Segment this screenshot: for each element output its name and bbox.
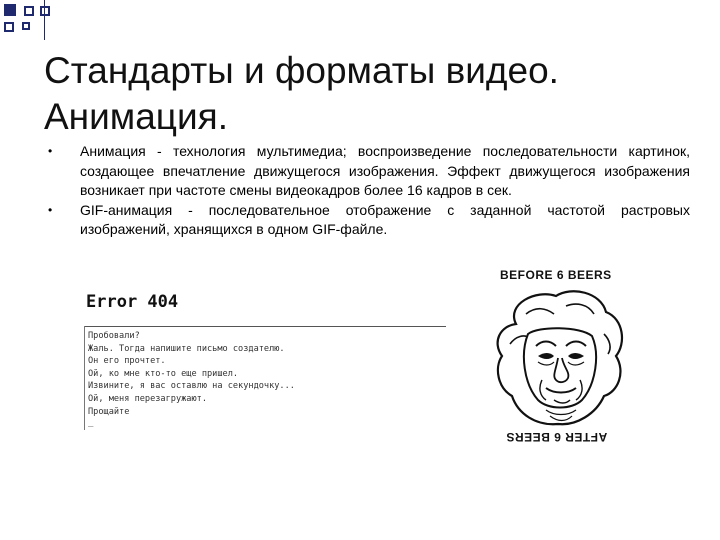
corner-decor-square-1 xyxy=(4,4,16,16)
bullet-text: GIF-анимация - последовательное отображение с заданной частотой растровых изображений, хранящихся в одном GIF-файле. xyxy=(80,201,690,237)
slide-title xyxy=(44,48,684,140)
bullet-dot: • xyxy=(48,202,53,217)
bullet-item xyxy=(40,142,690,201)
face-illusion-icon xyxy=(476,284,646,434)
error-image-text xyxy=(88,330,443,418)
error-line: Он его прочтет. xyxy=(88,356,166,367)
error-line: Пробовали? xyxy=(88,331,140,341)
error-line: Ой, меня перезагружают. xyxy=(88,393,207,404)
bullet-text: Анимация - технология мультимедиа; воспроизведение последовательности картинок, создающее впечатление движущегося изображения. Эффект движущегося изображения возникает при частоте смены видеокадров более 16 кадров в сек. xyxy=(80,143,690,198)
cartoon-caption-bottom: AFTER 6 BEERS xyxy=(506,430,608,444)
error-cursor: _ xyxy=(88,418,94,428)
slide-title-line-1: Стандарты и форматы видео. xyxy=(44,50,559,91)
error-image-title: Error 404 xyxy=(86,292,179,312)
cartoon-caption-top: BEFORE 6 BEERS xyxy=(500,268,612,282)
error-line: Ой, ко мне кто-то еще пришел. xyxy=(88,368,239,379)
error-line: Прощайте xyxy=(88,406,130,417)
error-image-rule xyxy=(84,326,446,327)
bullet-item xyxy=(40,201,690,240)
bullet-list xyxy=(40,142,690,240)
error-image-side-line xyxy=(84,326,85,430)
bullet-dot: • xyxy=(48,144,53,158)
corner-decor-square-5 xyxy=(22,22,30,30)
error-line: Жаль. Тогда напишите письмо создателю. xyxy=(88,343,285,354)
corner-decor-square-2 xyxy=(24,6,34,16)
error-line: Извините, я вас оставлю на секундочку... xyxy=(88,381,295,392)
decor-vertical-line xyxy=(44,0,45,40)
corner-decor-square-3 xyxy=(4,22,14,32)
slide-title-line-2: Анимация. xyxy=(44,96,228,137)
corner-decor-square-4 xyxy=(40,6,50,16)
